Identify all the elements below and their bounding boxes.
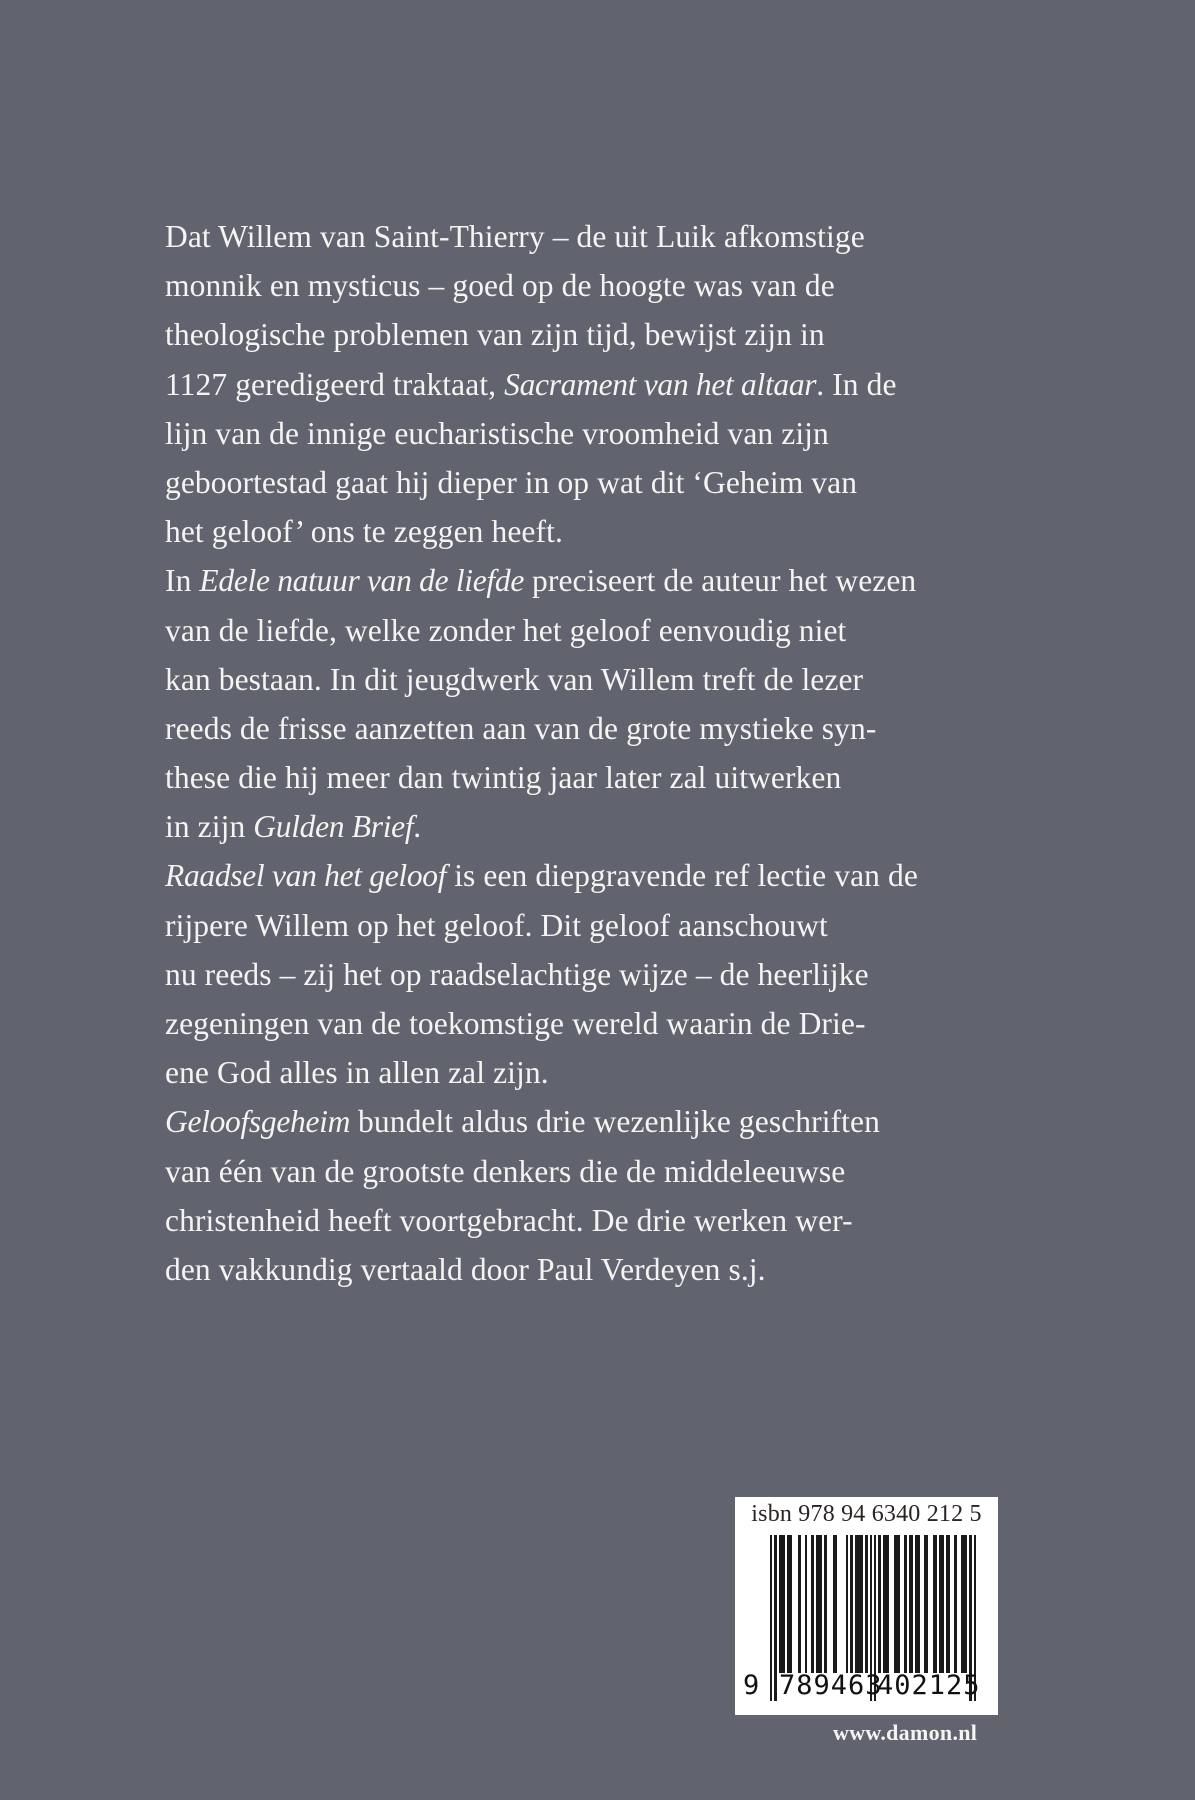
- text-run: van de liefde, welke zonder het geloof eenvoudig niet: [165, 612, 847, 648]
- barcode-bar: [811, 1535, 813, 1673]
- barcode-bar: [898, 1535, 900, 1673]
- blurb-line: [165, 1147, 1045, 1196]
- barcode-bar: [865, 1535, 867, 1673]
- publisher-url: www.damon.nl: [833, 1720, 978, 1745]
- barcode-bar: [948, 1535, 950, 1673]
- text-run: lijn van de innige eucharistische vroomheid van zijn: [165, 415, 829, 451]
- blurb-line: [165, 507, 1045, 556]
- text-run: rijpere Willem op het geloof. Dit geloof aanschouwt: [165, 907, 828, 943]
- barcode-bar: [904, 1535, 906, 1673]
- barcode-bar: [805, 1535, 807, 1673]
- text-run: is een diepgravende ref lectie van de: [446, 858, 918, 894]
- text-run: these die hij meer dan twintig jaar later zal uitwerken: [165, 760, 842, 796]
- barcode-digit-lead: 9: [743, 1670, 761, 1701]
- barcode-bar: [965, 1535, 967, 1673]
- blurb-line: [165, 606, 1045, 655]
- text-run: geboortestad gaat hij dieper in op wat dit ‘Geheim van: [165, 464, 858, 500]
- barcode-bar: [926, 1535, 928, 1673]
- barcode-bar: [770, 1535, 772, 1701]
- blurb-line: [165, 360, 1045, 409]
- blurb-line: [165, 1048, 1045, 1097]
- blurb-line: [165, 310, 1045, 359]
- text-run: monnik en mysticus – goed op de hoogte was van de: [165, 268, 835, 304]
- blurb-line: [165, 212, 1045, 261]
- text-run: preciseert de auteur het wezen: [524, 563, 917, 599]
- barcode-digits-right: 402125: [877, 1670, 981, 1701]
- italic-title: Sacrament van het altaar: [504, 366, 817, 402]
- blurb-line: [165, 802, 1045, 851]
- text-run: Dat Willem van Saint-Thierry – de uit Luik afkomstige: [165, 219, 865, 254]
- italic-title: Edele natuur van de liefde: [199, 563, 525, 599]
- italic-title: Gulden Brief: [253, 809, 414, 845]
- text-run: . In de: [816, 366, 897, 402]
- blurb-line: [165, 851, 1045, 900]
- back-cover-blurb: [165, 212, 1045, 1294]
- blurb-line: [165, 1196, 1045, 1245]
- barcode-bar: [941, 1535, 943, 1673]
- blurb-line: [165, 1245, 1045, 1294]
- text-run: zegeningen van de toekomstige wereld waarin de Drie-: [165, 1006, 866, 1041]
- blurb-line: [165, 1097, 1045, 1146]
- isbn-barcode: [735, 1497, 998, 1715]
- barcode-bar: [850, 1535, 852, 1673]
- barcode-bar: [835, 1535, 837, 1673]
- text-run: christenheid heeft voortgebracht. De drie werken wer-: [165, 1202, 853, 1238]
- text-run: 1127 geredigeerd traktaat,: [165, 366, 505, 402]
- text-run: theologische problemen van zijn tijd, bewijst zijn in: [165, 317, 825, 353]
- text-run: bundelt aldus drie wezenlijke geschriften: [350, 1104, 880, 1140]
- barcode-bar: [917, 1535, 919, 1673]
- barcode-bar: [824, 1535, 826, 1673]
- text-run: .: [413, 809, 422, 845]
- barcode-bar: [954, 1535, 956, 1673]
- italic-title: Geloofsgeheim: [165, 1104, 351, 1140]
- blurb-line: [165, 999, 1045, 1048]
- blurb-line: [165, 261, 1045, 310]
- blurb-line: [165, 409, 1045, 458]
- barcode-bar: [861, 1535, 863, 1673]
- blurb-line: [165, 655, 1045, 704]
- text-run: ene God alles in allen zal zijn.: [165, 1055, 549, 1091]
- italic-title: Raadsel van het geloof: [165, 858, 447, 894]
- barcode-bar: [935, 1535, 937, 1673]
- barcode-bar: [878, 1535, 880, 1673]
- barcode-bar: [774, 1535, 776, 1701]
- text-run: reeds de frisse aanzetten aan van de grote mystieke syn-: [165, 710, 877, 746]
- text-run: kan bestaan. In dit jeugdwerk van Willem treft de lezer: [165, 661, 864, 697]
- blurb-line: [165, 458, 1045, 507]
- text-run: het geloof’ ons te zeggen heeft.: [165, 514, 563, 550]
- barcode-bar: [887, 1535, 889, 1673]
- barcode-bar: [790, 1535, 792, 1673]
- barcode-bar: [798, 1535, 800, 1673]
- blurb-line: [165, 753, 1045, 802]
- barcode-bar: [820, 1535, 822, 1673]
- barcode-digits-left: 789463: [779, 1670, 883, 1701]
- barcode-bar: [783, 1535, 785, 1673]
- barcode-bar: [911, 1535, 913, 1673]
- text-run: in zijn: [165, 809, 254, 845]
- blurb-line: [165, 704, 1045, 753]
- barcode-bar: [846, 1535, 848, 1673]
- blurb-line: [165, 901, 1045, 950]
- blurb-line: [165, 556, 1045, 605]
- text-run: In: [165, 563, 200, 599]
- text-run: den vakkundig vertaald door Paul Verdeyen s.j.: [165, 1251, 766, 1287]
- isbn-label: isbn 978 94 6340 212 5: [751, 1501, 982, 1527]
- text-run: nu reeds – zij het op raadselachtige wijze – de heerlijke: [165, 956, 869, 992]
- blurb-line: [165, 950, 1045, 999]
- text-run: van één van de grootste denkers die de middeleeuwse: [165, 1153, 846, 1189]
